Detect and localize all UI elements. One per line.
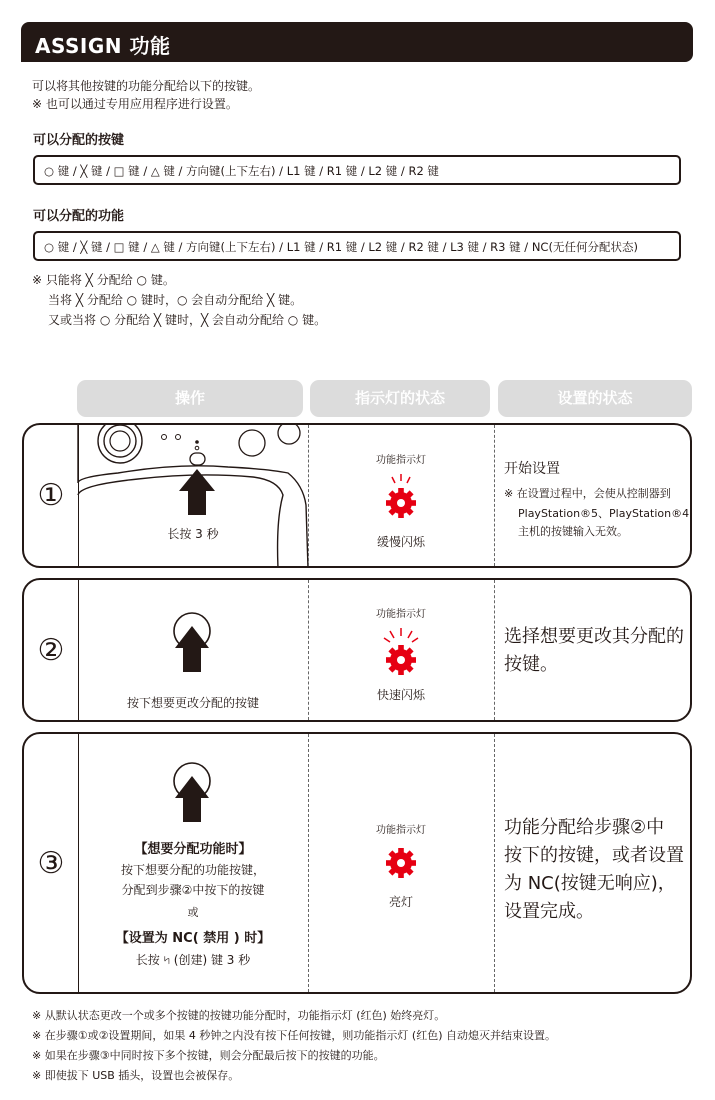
column-divider (494, 734, 495, 992)
column-divider (308, 425, 309, 566)
step-1-note-1: ※ 在设置过程中，会使从控制器到 (504, 487, 671, 500)
led-solid-icon (386, 845, 416, 879)
column-divider (494, 580, 495, 720)
step-2-status-line-1: 选择想要更改其分配的 (504, 626, 684, 647)
led-fast-blink-icon (382, 626, 420, 676)
assignable-functions-list: ○ 键 / ╳ 键 / □ 键 / △ 键 / 方向键(上下左右) / L1 键 / R1 键 / L2 键 / R2 键 / L3 键 / R3 键 / NC(无任何分配状态) (44, 240, 638, 254)
title-bar (21, 22, 693, 62)
press-button-icon (170, 756, 220, 836)
step-3-card (22, 732, 692, 994)
header-setting-state: 设置的状态 (498, 380, 692, 417)
assignable-buttons-box (33, 155, 681, 185)
header-led-state: 指示灯的状态 (310, 380, 490, 417)
column-divider (308, 734, 309, 992)
column-divider (308, 580, 309, 720)
led-state: 快速闪烁 (376, 688, 425, 702)
assignable-functions-box (33, 231, 681, 261)
step-3-status-line-4: 设置完成。 (504, 901, 594, 922)
step-2-status-line-2: 按键。 (504, 654, 558, 675)
step-1-note-3: 主机的按键输入无效。 (518, 525, 628, 538)
footnote-1: ※ 从默认状态更改一个或多个按键的按键功能分配时，功能指示灯 (红色) 始终亮灯。 (32, 1009, 446, 1022)
led-slow-blink-icon (386, 472, 416, 518)
step-1-status-title: 开始设置 (504, 461, 560, 477)
assignable-buttons-list: ○ 键 / ╳ 键 / □ 键 / △ 键 / 方向键(上下左右) / L1 键 / R1 键 / L2 键 / R2 键 (44, 164, 439, 178)
x-note-2: 当将 ╳ 分配给 ○ 键时，○ 会自动分配给 ╳ 键。 (48, 293, 303, 307)
assignable-functions-heading: 可以分配的功能 (33, 209, 125, 224)
step-2-card (22, 578, 692, 722)
step-1-operation: 长按 3 秒 (167, 527, 219, 541)
page-title: ASSIGN 功能 (35, 34, 171, 58)
led-label: 功能指示灯 (376, 609, 426, 620)
assignable-buttons-heading: 可以分配的按键 (33, 133, 125, 148)
x-note-3: 又或当将 ○ 分配给 ╳ 键时，╳ 会自动分配给 ○ 键。 (48, 313, 327, 327)
step-3-op-line-3: 长按 ৸ (创建) 键 3 秒 (135, 953, 251, 967)
press-button-icon (170, 606, 220, 686)
footnote-3: ※ 如果在步骤③中同时按下多个按键，则会分配最后按下的按键的功能。 (32, 1049, 385, 1062)
intro-line-2: ※ 也可以通过专用应用程序进行设置。 (32, 97, 238, 111)
step-2-operation: 按下想要更改分配的按键 (126, 696, 259, 710)
step-number: ③ (24, 734, 79, 992)
led-state: 缓慢闪烁 (376, 535, 425, 549)
intro-line-1: 可以将其他按键的功能分配给以下的按键。 (32, 79, 261, 93)
step-number: ② (24, 580, 79, 720)
led-label: 功能指示灯 (376, 825, 426, 836)
footnote-2: ※ 在步骤①或②设置期间，如果 4 秒钟之内没有按下任何按键，则功能指示灯 (红色) 自动熄灭并结束设置。 (32, 1029, 557, 1042)
column-divider (494, 425, 495, 566)
step-1-card (22, 423, 692, 568)
step-3-op-heading-1: 【想要分配功能时】 (134, 842, 252, 857)
step-3-status-line-2: 按下的按键，或者设置 (504, 845, 684, 866)
step-3-op-or: 或 (187, 906, 199, 919)
footnote-4: ※ 即使拔下 USB 插头，设置也会被保存。 (32, 1069, 240, 1082)
step-3-op-line-1: 按下想要分配的功能按键， (120, 863, 265, 877)
x-note-1: ※ 只能将 ╳ 分配给 ○ 键。 (32, 273, 175, 287)
led-state: 亮灯 (388, 895, 413, 909)
step-number: ① (24, 425, 79, 566)
step-3-status-line-1: 功能分配给步骤②中 (504, 817, 665, 838)
controller-illustration (78, 425, 308, 568)
step-3-op-heading-2: 【设置为 NC( 禁用 ) 时】 (115, 931, 271, 946)
step-3-status-line-3: 为 NC(按键无响应)， (504, 873, 676, 894)
step-3-op-line-2: 分配到步骤②中按下的按键 (121, 883, 265, 897)
led-label: 功能指示灯 (376, 455, 426, 466)
step-1-note-2: PlayStation®5、PlayStation®4 (518, 507, 690, 520)
header-operation: 操作 (77, 380, 303, 417)
